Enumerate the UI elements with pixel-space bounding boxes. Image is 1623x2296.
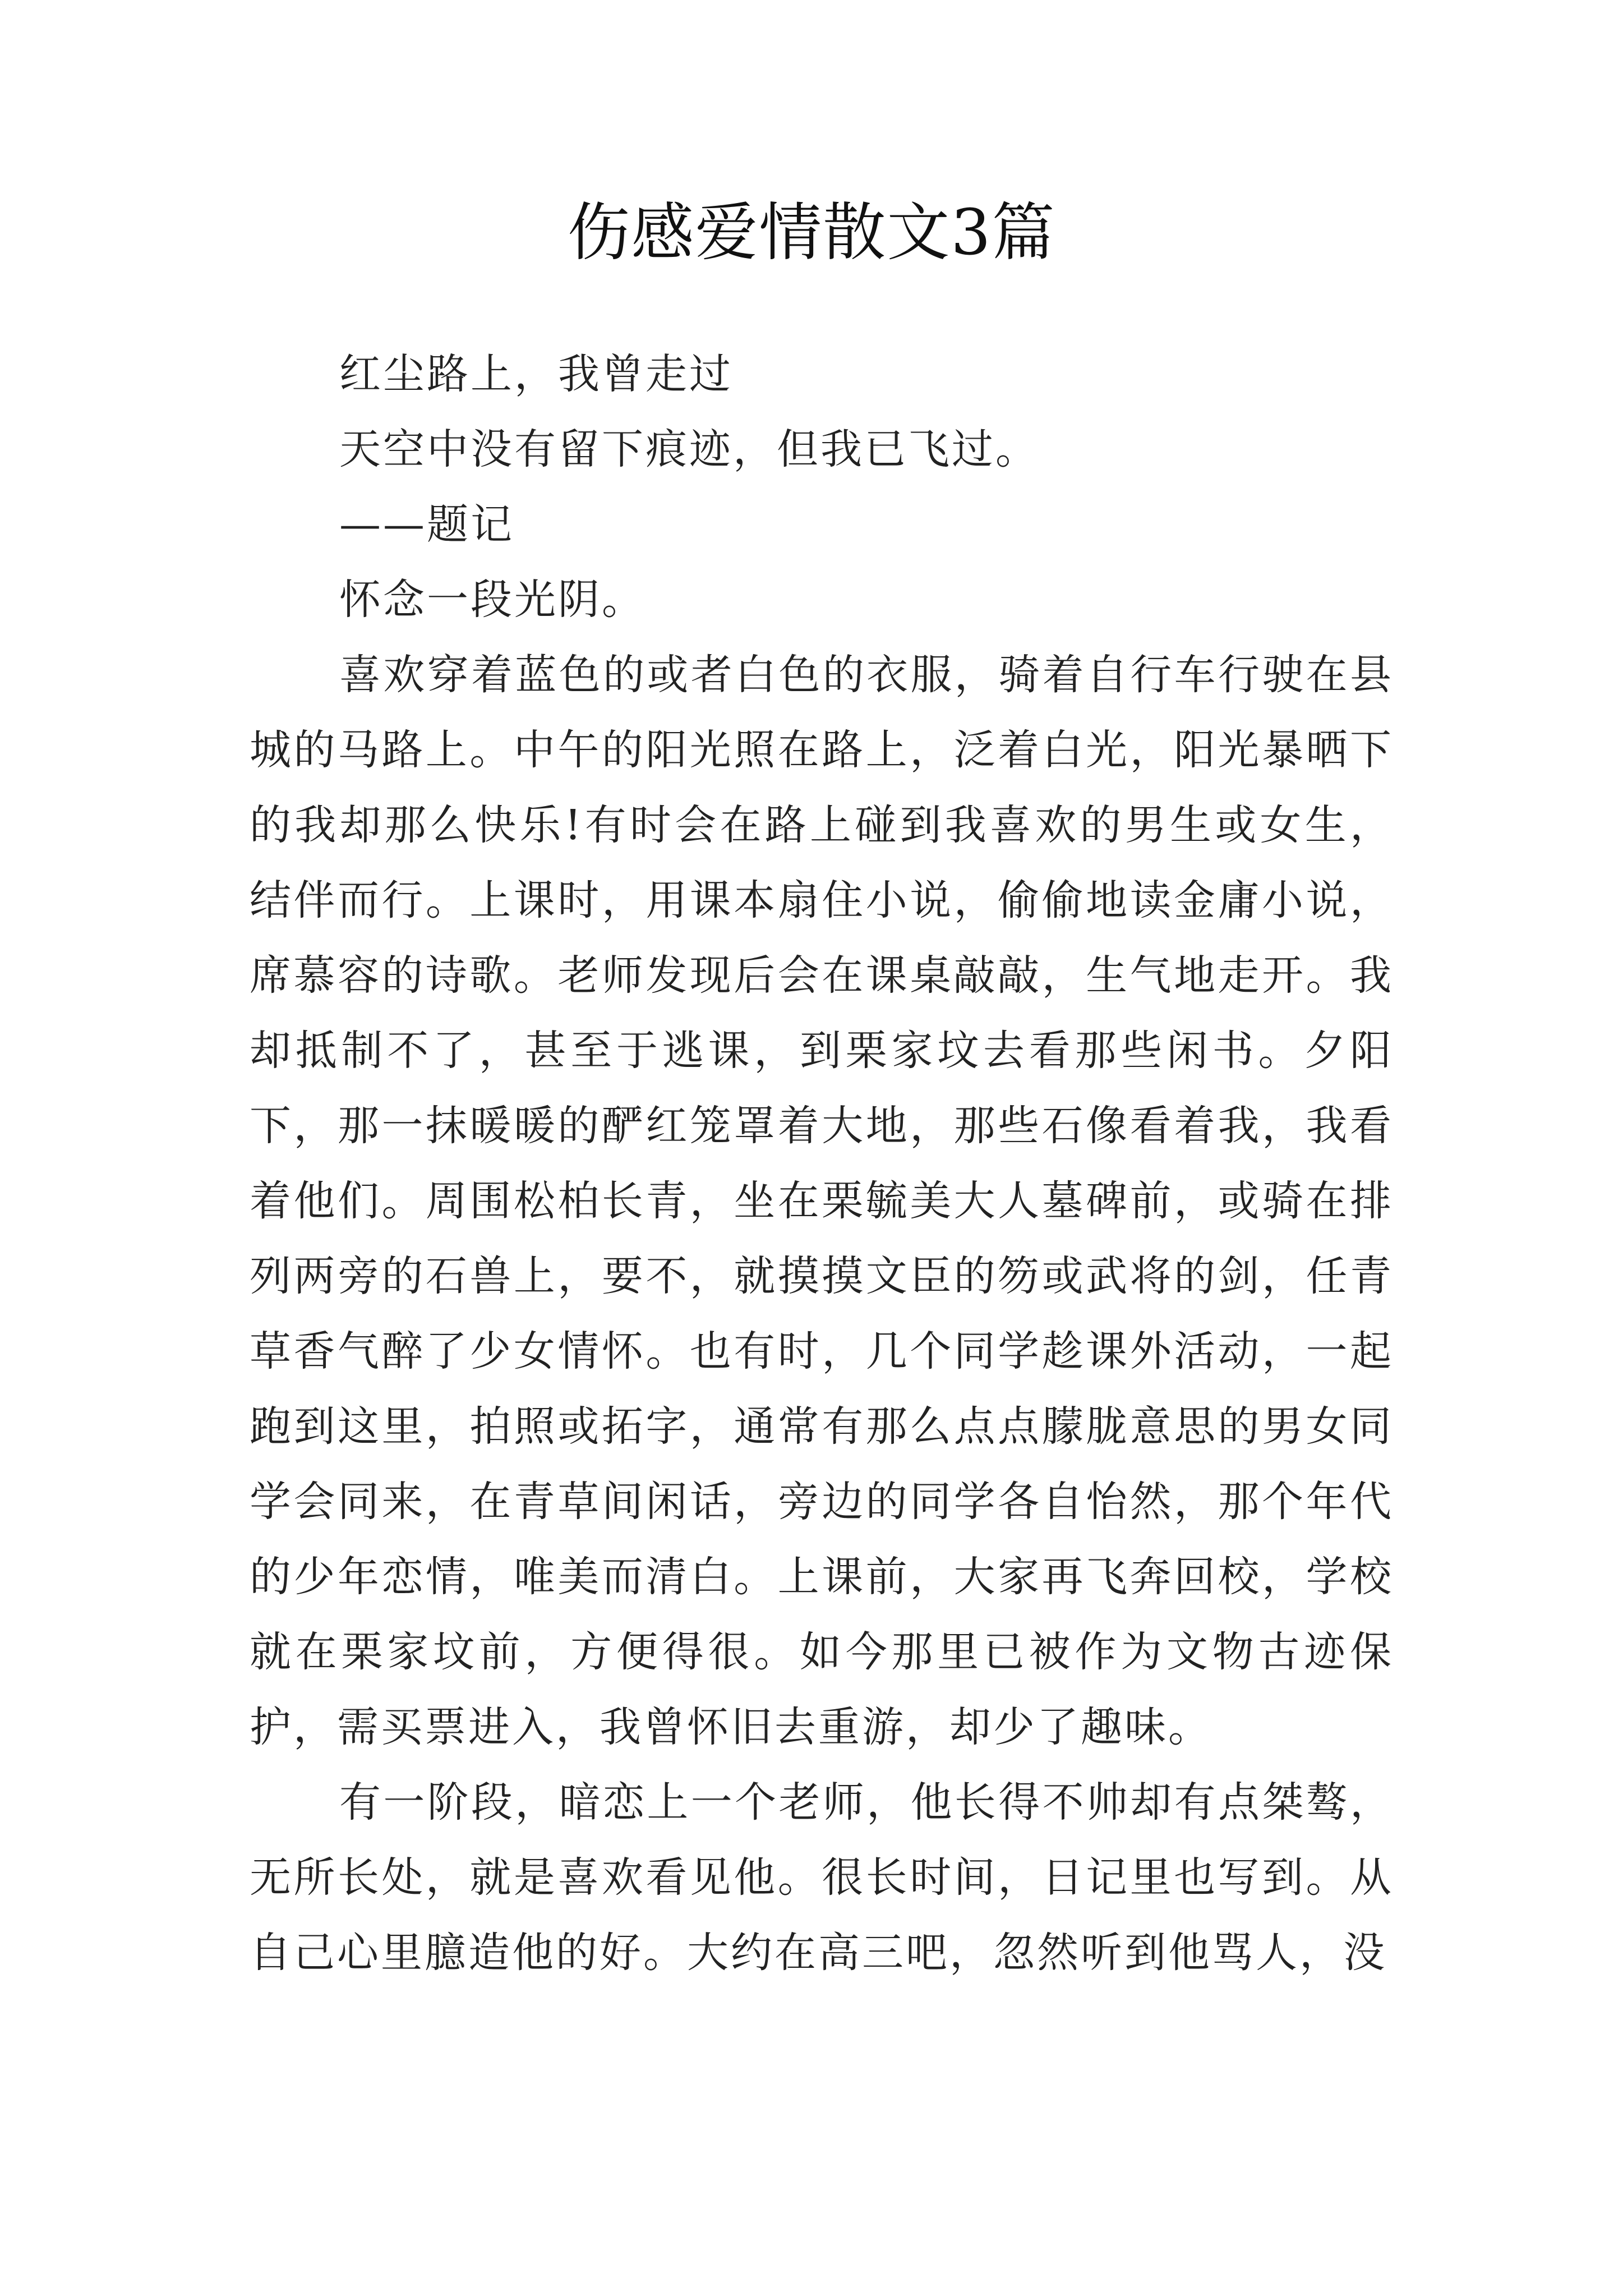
epigraph-line-2: 天空中没有留下痕迹，但我已飞过。 bbox=[339, 425, 1039, 473]
body-paragraph: 有一阶段，暗恋上一个老师，他长得不帅却有点桀骜，无所长处，就是喜欢看见他。很长时间，日记里也写到。从自己心里臆造他的好。大约在高三吧，忽然听到他骂人，没 bbox=[250, 1778, 1394, 1977]
epigraph-line-1: 红尘路上，我曾走过 bbox=[339, 350, 733, 398]
body-paragraph: 喜欢穿着蓝色的或者白色的衣服，骑着自行车行驶在县城的马路上。中午的阳光照在路上，泛着白光，阳光暴晒下的我却那么快乐!有时会在路上碰到我喜欢的男生或女生，结伴而行。上课时，用课本扇住小说，偷偷地读金庸小说，席慕容的诗歌。老师发现后会在课桌敲敲，生气地走开。我却抵制不了，甚至于逃课，到栗家坟去看那些闲书。夕阳下，那一抹暖暖的酽红笼罩着大地，那些石像看着我，我看着他们。周围松柏长青，坐在栗毓美大人墓碑前，或骑在排列两旁的石兽上，要不，就摸摸文臣的笏或武将的剑，任青草香气醉了少女情怀。也有时，几个同学趁课外活动，一起跑到这里，拍照或拓字，通常有那么点点朦胧意思的男女同学会同来，在青草间闲话，旁边的同学各自怡然，那个年代的少年恋情，唯美而清白。上课前，大家再飞奔回校，学校就在栗家坟前，方便得很。如今那里已被作为文物古迹保护，需买票进入，我曾怀旧去重游，却少了趣味。 bbox=[250, 651, 1394, 1751]
epigraph-attribution: ——题记 bbox=[339, 500, 514, 549]
document-title: 伤感爱情散文3篇 bbox=[567, 196, 1056, 269]
document-body bbox=[250, 337, 1394, 1990]
body-paragraph: 怀念一段光阴。 bbox=[339, 576, 645, 624]
